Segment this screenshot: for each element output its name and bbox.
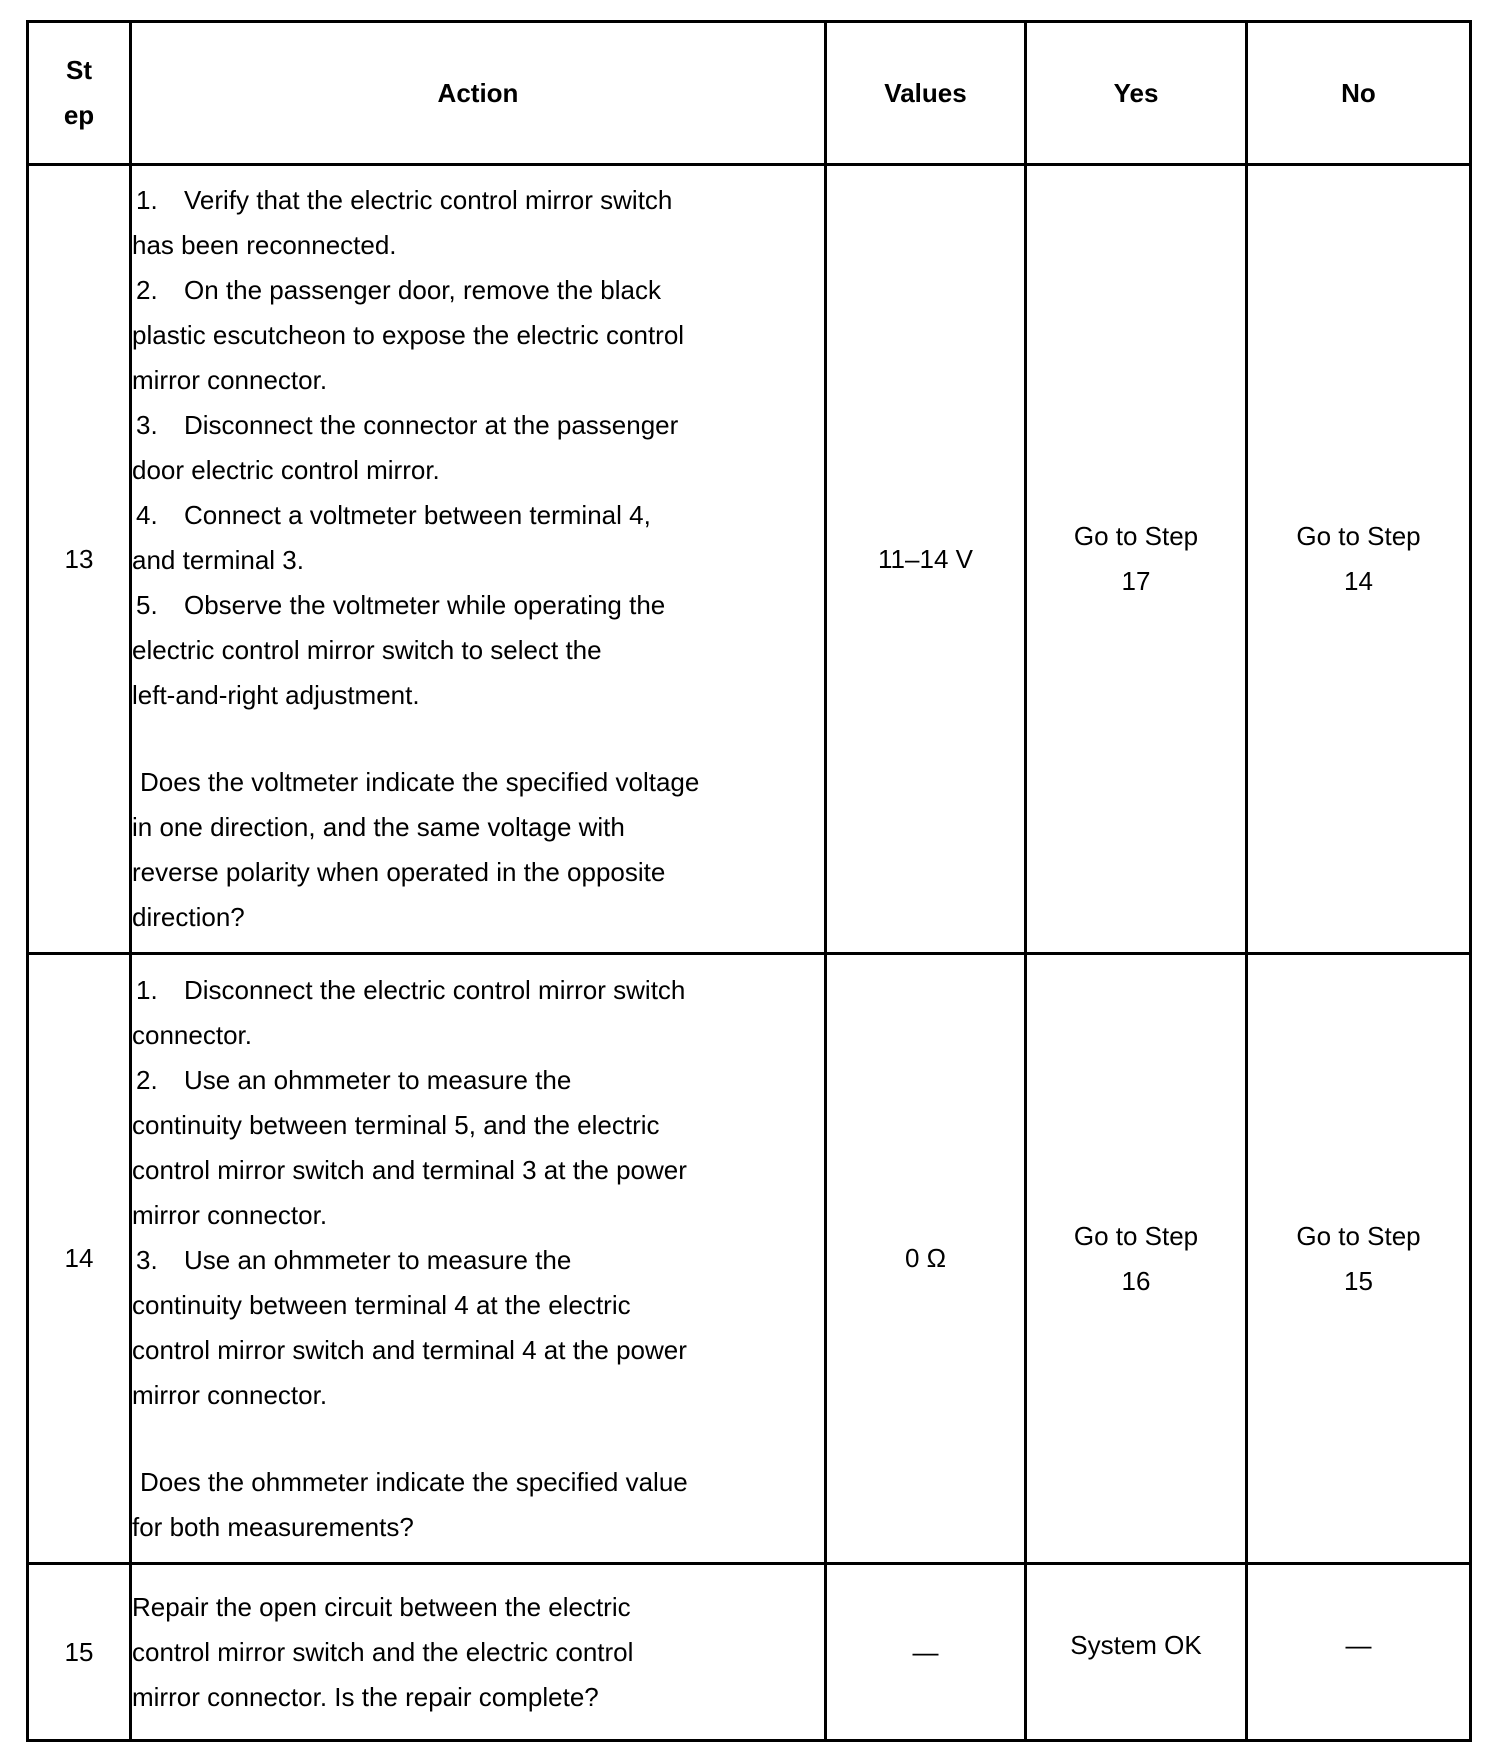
yes-text: System OK: [1070, 1629, 1202, 1660]
action-cell: [131, 1564, 826, 1741]
action-line: [132, 1058, 824, 1103]
action-line: [132, 493, 824, 538]
action-line: Repair the open circuit between the electric: [132, 1591, 631, 1622]
action-text: Verify that the electric control mirror switch: [184, 185, 673, 215]
no-cell: [1247, 1564, 1471, 1741]
table-row-step-13: [28, 165, 1471, 954]
action-text: Disconnect the electric control mirror switch: [184, 974, 686, 1005]
step-item-number: 3.: [136, 410, 158, 440]
action-line: control mirror switch and terminal 4 at the power: [132, 1334, 687, 1365]
question-line: in one direction, and the same voltage with: [132, 812, 625, 842]
table-row-step-15: [28, 1564, 1471, 1741]
value-cell: 0 Ω: [826, 954, 1026, 1564]
action-line: control mirror switch and terminal 3 at the power: [132, 1154, 687, 1185]
value-cell: —: [826, 1564, 1026, 1741]
step-number: 14: [28, 954, 131, 1564]
table-body: [28, 165, 1471, 1741]
yes-cell: [1026, 165, 1247, 954]
diagnostic-table: [26, 20, 1472, 1742]
action-line: control mirror switch and the electric control: [132, 1636, 634, 1667]
yes-step: 17: [1121, 566, 1151, 596]
action-line: left-and-right adjustment.: [132, 680, 420, 710]
no-cell: [1247, 954, 1471, 1564]
action-line: electric control mirror switch to select the: [132, 635, 602, 665]
spacer: [132, 1418, 824, 1460]
no-text: Go to Step: [1296, 1220, 1421, 1251]
action-text: On the passenger door, remove the black: [184, 275, 661, 305]
action-line: [132, 403, 824, 448]
no-step: 14: [1344, 566, 1373, 596]
action-text: Connect a voltmeter between terminal 4,: [184, 500, 651, 530]
action-line: mirror connector.: [132, 365, 328, 395]
action-line: mirror connector.: [132, 1379, 328, 1410]
step-item-number: 1.: [136, 974, 158, 1005]
yes-text: Go to Step: [1073, 521, 1199, 551]
action-line: continuity between terminal 4 at the electric: [132, 1289, 631, 1320]
yes-text: Go to Step: [1073, 1220, 1199, 1251]
step-number: 13: [28, 165, 131, 954]
yes-step: 16: [1121, 1265, 1151, 1296]
header-yes: Yes: [1026, 22, 1247, 165]
action-line: [132, 583, 824, 628]
no-text: —: [1345, 1629, 1372, 1660]
step-item-number: 1.: [136, 185, 158, 215]
question-line: reverse polarity when operated in the opposite: [132, 857, 666, 887]
question-line: Does the ohmmeter indicate the specified value: [140, 1466, 688, 1497]
action-cell: [131, 165, 826, 954]
step-item-number: 2.: [136, 1064, 158, 1095]
header-no: No: [1247, 22, 1471, 165]
no-cell: [1247, 165, 1471, 954]
action-line: plastic escutcheon to expose the electric control: [132, 320, 685, 350]
question-line: direction?: [132, 902, 245, 932]
action-cell: [131, 954, 826, 1564]
action-line: continuity between terminal 5, and the electric: [132, 1109, 660, 1140]
header-action: Action: [131, 22, 826, 165]
action-line: mirror connector. Is the repair complete?: [132, 1681, 599, 1712]
no-step: 15: [1344, 1265, 1373, 1296]
table-row-step-14: [28, 954, 1471, 1564]
question-line: Does the voltmeter indicate the specified voltage: [140, 767, 700, 797]
header-step-line: ep: [63, 100, 95, 130]
action-text: Use an ohmmeter to measure the: [184, 1064, 572, 1095]
no-text: Go to Step: [1296, 521, 1421, 551]
action-line: connector.: [132, 1019, 252, 1050]
header-step-line: St: [66, 55, 92, 85]
step-number: 15: [28, 1564, 131, 1741]
header-row: [28, 22, 1471, 165]
action-line: [132, 1238, 824, 1283]
action-line: has been reconnected.: [132, 230, 397, 260]
step-item-number: 5.: [136, 590, 158, 620]
action-text: Disconnect the connector at the passenger: [184, 410, 679, 440]
step-item-number: 3.: [136, 1244, 158, 1275]
action-text: Observe the voltmeter while operating the: [184, 590, 666, 620]
action-text: Use an ohmmeter to measure the: [184, 1244, 572, 1275]
action-line: [132, 968, 824, 1013]
action-line: mirror connector.: [132, 1199, 328, 1230]
action-line: door electric control mirror.: [132, 455, 440, 485]
action-line: [132, 178, 824, 223]
spacer: [132, 718, 824, 760]
table-header: [28, 22, 1471, 165]
step-item-number: 4.: [136, 500, 158, 530]
action-line: [132, 268, 824, 313]
yes-cell: [1026, 954, 1247, 1564]
step-item-number: 2.: [136, 275, 158, 305]
value-cell: 11–14 V: [826, 165, 1026, 954]
header-values: Values: [826, 22, 1026, 165]
header-step: [28, 22, 131, 165]
question-line: for both measurements?: [132, 1511, 414, 1542]
action-line: and terminal 3.: [132, 545, 304, 575]
yes-cell: [1026, 1564, 1247, 1741]
